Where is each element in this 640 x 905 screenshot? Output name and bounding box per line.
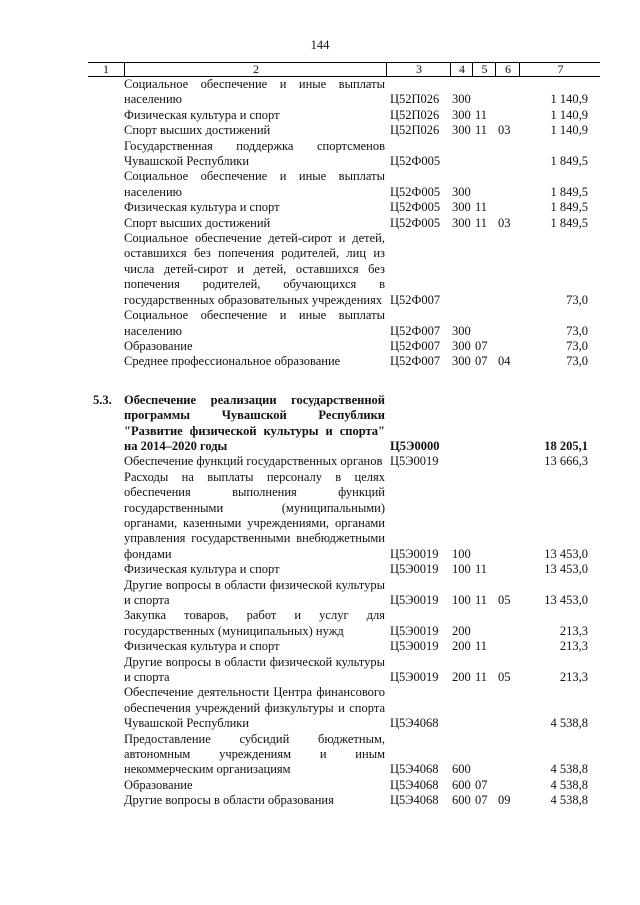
section-code: 07 [475,793,488,808]
expense-type: 300 [452,323,471,338]
row-name: Спорт высших достижений [124,123,271,138]
spacer-row [0,370,640,393]
header-col-1: 1 [103,62,109,76]
header-col-2: 2 [124,63,387,76]
amount: 73,0 [566,292,588,307]
target-code: Ц5Э4068 [390,793,439,808]
section-code: 11 [475,215,488,230]
section-code: 07 [475,338,488,353]
expense-type: 600 [452,777,471,792]
amount: 213,3 [559,639,588,654]
target-code: Ц5Э0019 [390,670,439,685]
subsection-code: 09 [498,793,511,808]
expense-type: 100 [452,546,471,561]
table-row [0,778,640,793]
amount: 13 453,0 [544,562,588,577]
table-row [0,216,640,231]
target-code: Ц52Ф005 [390,200,441,215]
target-code: Ц52Ф005 [390,184,441,199]
section-code: 11 [475,200,488,215]
target-code: Ц5Э0019 [390,546,439,561]
section-code: 11 [475,593,488,607]
row-name: Обеспечение деятельности Центра финансового обеспечения учреждений физкультуры и спорта Чувашской Республики [124,685,385,731]
section-code: 11 [475,639,488,654]
amount: 13 666,3 [544,454,588,469]
amount: 1 140,9 [550,92,588,107]
row-name: Расходы на выплаты персоналу в целях обеспечения выполнения функций государственными (муниципальными) органами, казенными учреждениями, органами управления государственными внебюджетными фондами [124,469,385,561]
section-code: 11 [475,562,488,577]
target-code: Ц5Э0019 [390,593,439,607]
expense-type: 100 [452,562,471,577]
section-code: 11 [475,670,488,685]
amount: 73,0 [566,354,588,369]
page-number: 144 [310,38,330,52]
amount: 73,0 [566,323,588,338]
table-row [0,393,640,455]
expense-type: 300 [452,107,471,122]
expense-type: 300 [452,123,471,138]
amount: 13 453,0 [544,593,588,607]
row-name: Обеспечение реализации государственной программы Чувашской Республики "Развитие физической культуры и спорта" на 2014–2020 годы [124,392,385,453]
target-code: Ц5Э0019 [390,623,439,638]
subsection-code: 05 [498,593,511,607]
expense-type: 300 [452,215,471,230]
target-code: Ц5Э0000 [390,438,440,453]
table-row [0,793,640,808]
expense-type: 300 [452,338,471,353]
row-name: Физическая культура и спорт [124,107,280,122]
amount: 1 849,5 [550,200,588,215]
amount: 213,3 [559,670,588,685]
row-name: Предоставление субсидий бюджетным, автономным учреждениям и иным некоммерческим организациям [124,731,385,777]
table-row [0,608,640,639]
row-name: Образование [124,338,193,353]
row-name: Социальное обеспечение детей-сирот и детей, оставшихся без попечения родителей, лиц из числа детей-сирот и детей, оставшихся без попечения родителей, обучающихся в государственных образовательных учреждениях [124,231,385,307]
expense-type: 600 [452,762,471,777]
header-col-4: 4 [450,63,473,76]
table-row [0,123,640,138]
table-row [0,169,640,200]
subsection-code: 04 [498,354,511,369]
amount: 1 140,9 [550,123,588,138]
amount: 1 849,5 [550,154,588,169]
target-code: Ц52Ф005 [390,154,441,169]
target-code: Ц52П026 [390,92,440,107]
row-name: Обеспечение функций государственных органов [124,454,383,469]
row-name: Закупка товаров, работ и услуг для государственных (муниципальных) нужд [124,608,385,638]
target-code: Ц5Э0019 [390,562,439,577]
header-col-6: 6 [495,63,520,76]
table-row [0,639,640,654]
table-row [0,578,640,609]
target-code: Ц52Ф007 [390,323,441,338]
table-row [0,200,640,215]
amount: 4 538,8 [550,793,588,808]
amount: 1 849,5 [550,184,588,199]
header-col-3: 3 [386,63,451,76]
expense-type: 300 [452,200,471,215]
row-name: Образование [124,777,193,792]
amount: 4 538,8 [550,716,588,731]
target-code: Ц5Э4068 [390,777,439,792]
row-name: Физическая культура и спорт [124,200,280,215]
row-name: Другие вопросы в области образования [124,793,334,808]
table-row [0,562,640,577]
target-code: Ц52Ф007 [390,292,441,307]
target-code: Ц5Э0019 [390,454,439,469]
target-code: Ц5Э4068 [390,716,439,731]
budget-table [0,77,640,809]
section-code: 07 [475,354,488,369]
section-code: 11 [475,123,488,138]
section-number: 5.3. [93,392,112,407]
table-row [0,732,640,778]
table-row [0,454,640,469]
row-name: Физическая культура и спорт [124,562,280,577]
subsection-code: 05 [498,670,511,685]
expense-type: 200 [452,670,471,685]
row-name: Другие вопросы в области физической культуры и спорта [124,577,385,607]
target-code: Ц52П026 [390,123,440,138]
row-name: Социальное обеспечение и иные выплаты населению [124,77,385,107]
row-name: Другие вопросы в области физической культуры и спорта [124,654,385,685]
row-name: Спорт высших достижений [124,215,271,230]
amount: 18 205,1 [544,438,588,453]
row-name: Социальное обеспечение и иные выплаты населению [124,169,385,199]
amount: 213,3 [559,623,588,638]
header-col-7: 7 [519,63,601,76]
table-row [0,108,640,123]
expense-type: 200 [452,623,471,638]
amount: 4 538,8 [550,762,588,777]
table-row [0,139,640,170]
amount: 4 538,8 [550,777,588,792]
row-name: Социальное обеспечение и иные выплаты населению [124,308,385,338]
expense-type: 300 [452,92,471,107]
expense-type: 300 [452,184,471,199]
section-code: 07 [475,777,488,792]
table-header [88,62,600,77]
expense-type: 300 [452,354,471,369]
target-code: Ц5Э4068 [390,762,439,777]
table-row [0,354,640,369]
table-row [0,308,640,339]
subsection-code: 03 [498,215,511,230]
expense-type: 100 [452,593,471,607]
row-name: Физическая культура и спорт [124,639,280,654]
table-row [0,77,640,108]
subsection-code: 03 [498,123,511,138]
target-code: Ц52П026 [390,107,440,122]
target-code: Ц52Ф005 [390,215,441,230]
target-code: Ц52Ф007 [390,338,441,353]
expense-type: 600 [452,793,471,808]
amount: 1 849,5 [550,215,588,230]
table-row [0,655,640,686]
table-row [0,470,640,562]
amount: 73,0 [566,338,588,353]
section-code: 11 [475,107,488,122]
row-name: Среднее профессиональное образование [124,354,341,369]
target-code: Ц5Э0019 [390,639,439,654]
header-col-5: 5 [472,63,496,76]
target-code: Ц52Ф007 [390,354,441,369]
amount: 1 140,9 [550,107,588,122]
table-row [0,339,640,354]
table-row [0,231,640,308]
amount: 13 453,0 [544,546,588,561]
table-row [0,685,640,731]
expense-type: 200 [452,639,471,654]
row-name: Государственная поддержка спортсменов Чувашской Республики [124,138,385,169]
